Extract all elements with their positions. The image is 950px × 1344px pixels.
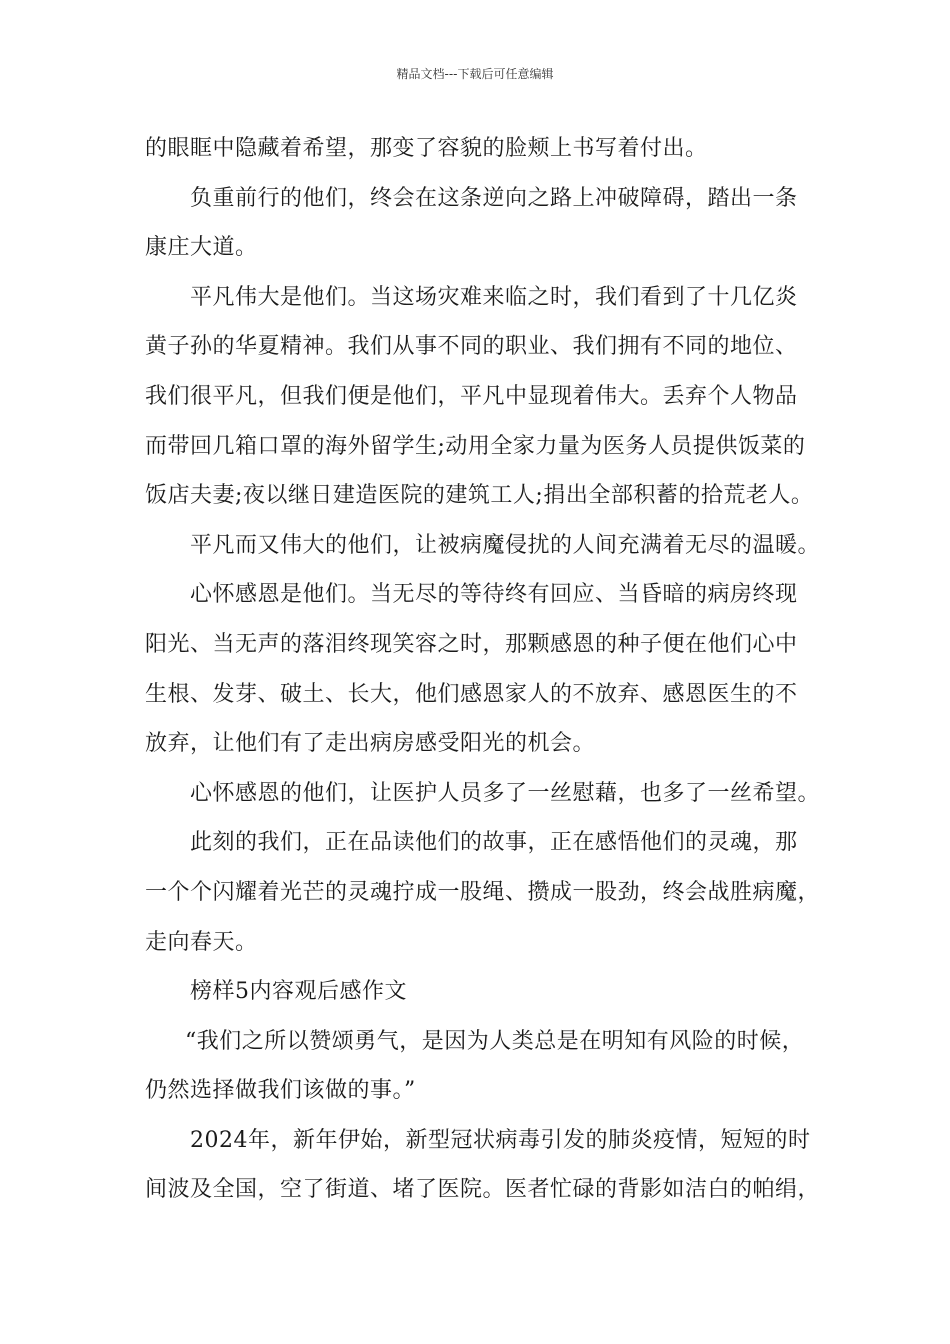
paragraph-line: 阳光、当无声的落泪终现笑容之时，那颗感恩的种子便在他们心中: [145, 631, 798, 657]
paragraph-line: 平凡而又伟大的他们，让被病魔侵扰的人间充满着无尽的温暖。: [190, 532, 821, 558]
paragraph-line: 仍然选择做我们该做的事。”: [145, 1078, 416, 1104]
paragraph-line: 黄子孙的华夏精神。我们从事不同的职业、我们拥有不同的地位、: [145, 334, 798, 360]
paragraph-line: 生根、发芽、破土、长大，他们感恩家人的不放弃、感恩医生的不: [145, 681, 798, 707]
paragraph-line: 此刻的我们，正在品读他们的故事，正在感悟他们的灵魂，那: [190, 830, 798, 856]
paragraph-line: “我们之所以赞颂勇气，是因为人类总是在明知有风险的时候，: [185, 1028, 805, 1054]
paragraph-line: 2024年，新年伊始，新型冠状病毒引发的肺炎疫情，短短的时: [190, 1127, 811, 1153]
page-header: 精品文档---下载后可任意编辑: [396, 67, 554, 81]
paragraph-line: 康庄大道。: [145, 235, 258, 261]
paragraph-line: 放弃，让他们有了走出病房感受阳光的机会。: [145, 731, 596, 757]
paragraph-line: 饭店夫妻;夜以继日建造医院的建筑工人;捐出全部积蓄的拾荒老人。: [145, 483, 814, 509]
paragraph-line: 而带回几箱口罩的海外留学生;动用全家力量为医务人员提供饭菜的: [145, 433, 806, 459]
paragraph-line: 心怀感恩的他们，让医护人员多了一丝慰藉，也多了一丝希望。: [190, 780, 821, 806]
paragraph-line: 一个个闪耀着光芒的灵魂拧成一股绳、攒成一股劲，终会战胜病魔，: [145, 879, 821, 905]
paragraph-line: 心怀感恩是他们。当无尽的等待终有回应、当昏暗的病房终现: [190, 582, 798, 608]
paragraph-line: 负重前行的他们，终会在这条逆向之路上冲破障碍，踏出一条: [190, 185, 798, 211]
document-body: [145, 124, 821, 1215]
paragraph-line: 我们很平凡，但我们便是他们，平凡中显现着伟大。丢弃个人物品: [145, 383, 798, 409]
paragraph-line: 走向春天。: [145, 929, 258, 955]
paragraph-line: 的眼眶中隐藏着希望，那变了容貌的脸颊上书写着付出。: [145, 136, 708, 161]
paragraph-line: 平凡伟大是他们。当这场灾难来临之时，我们看到了十几亿炎: [190, 284, 798, 310]
section-heading: 榜样5内容观后感作文: [190, 979, 407, 1005]
paragraph-line: 间波及全国，空了街道、堵了医院。医者忙碌的背影如洁白的帕绢，: [145, 1177, 821, 1203]
